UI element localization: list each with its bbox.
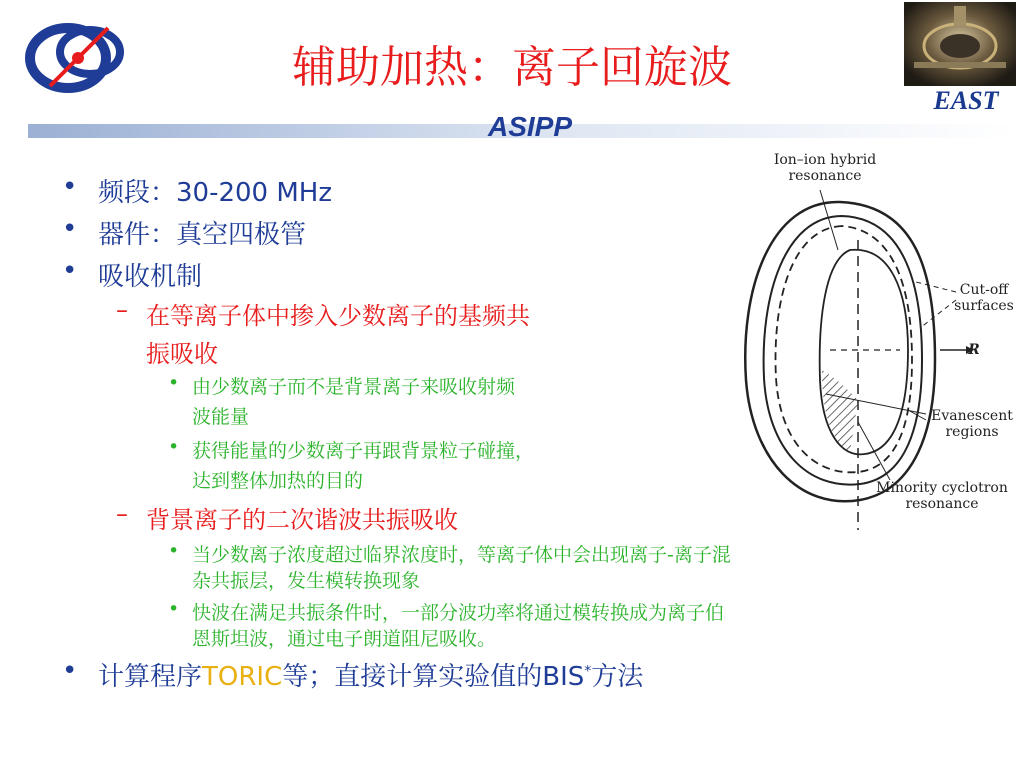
label-ion-ion-hybrid-line1: Ion–ion hybrid [773,152,877,168]
label-evanescent-line2: regions [945,424,999,440]
dash-mark: – [116,500,128,528]
toric-code-name: TORIC [202,662,283,692]
bullet-codes [98,656,643,693]
codes-text-2: 等；直接计算实验值的 [282,662,543,692]
label-ion-ion-hybrid [760,152,890,184]
bullet-dot: • [168,598,180,620]
bullet-dot: • [62,172,78,202]
dash-mark: – [116,296,128,324]
label-major-radius: R [968,342,980,358]
label-cutoff [948,282,1020,314]
point-minority-absorb-line2: 波能量 [192,406,250,428]
slide-title: 辅助加热：离子回旋波 [292,42,732,93]
point-collision-line2: 达到整体加热的目的 [192,470,364,492]
label-evanescent [924,408,1020,440]
label-evanescent-line1: Evanescent [931,408,1013,424]
bullet-device: 器件：真空四极管 [98,220,307,250]
sub-bullet-harmonic: 背景离子的二次谐波共振吸收 [146,506,458,534]
codes-text-3: 方法 [591,662,644,692]
bullet-dot: • [62,256,78,286]
bis-asterisk: * [584,663,592,680]
point-mode-conversion-line2: 杂共振层，发生模转换现象 [192,570,421,592]
bullet-dot: • [62,656,78,686]
sub-bullet-minority-line1: 在等离子体中掺入少数离子的基频共 [146,302,530,330]
sub-bullet-minority-line2: 振吸收 [146,340,218,368]
bullet-dot: • [168,436,180,458]
bullet-dot: • [62,214,78,244]
label-cutoff-line2: surfaces [954,298,1014,314]
codes-text-1: 计算程序 [98,662,203,692]
point-ibw-line1: 快波在满足共振条件时，一部分波功率将通过模转换成为离子伯 [192,602,725,624]
bullet-absorption: 吸收机制 [98,262,203,292]
icrf-resonance-diagram [730,150,1020,530]
label-ion-ion-hybrid-line2: resonance [788,168,862,184]
point-minority-absorb-line1: 由少数离子而不是背景离子来吸收射频 [192,376,516,398]
diagram-drawing [730,150,1020,530]
point-collision-line1: 获得能量的少数离子再跟背景粒子碰撞， [192,440,535,462]
label-minority-line1: Minority cyclotron [876,480,1008,496]
point-mode-conversion-line1: 当少数离子浓度超过临界浓度时，等离子体中会出现离子-离子混 [192,544,731,566]
label-minority-line2: resonance [905,496,979,512]
east-label: EAST [933,86,999,115]
point-ibw-line2: 恩斯坦波，通过电子朗道阻尼吸收。 [192,628,497,650]
bullet-dot: • [168,540,180,562]
bis-method-name: BIS [542,662,585,692]
bullet-dot: • [168,372,180,394]
org-label: ASIPP [487,111,573,142]
label-minority-cyclotron [864,480,1020,512]
label-cutoff-line1: Cut-off [959,282,1009,298]
bullet-frequency: 频段：30-200 MHz [98,178,332,208]
